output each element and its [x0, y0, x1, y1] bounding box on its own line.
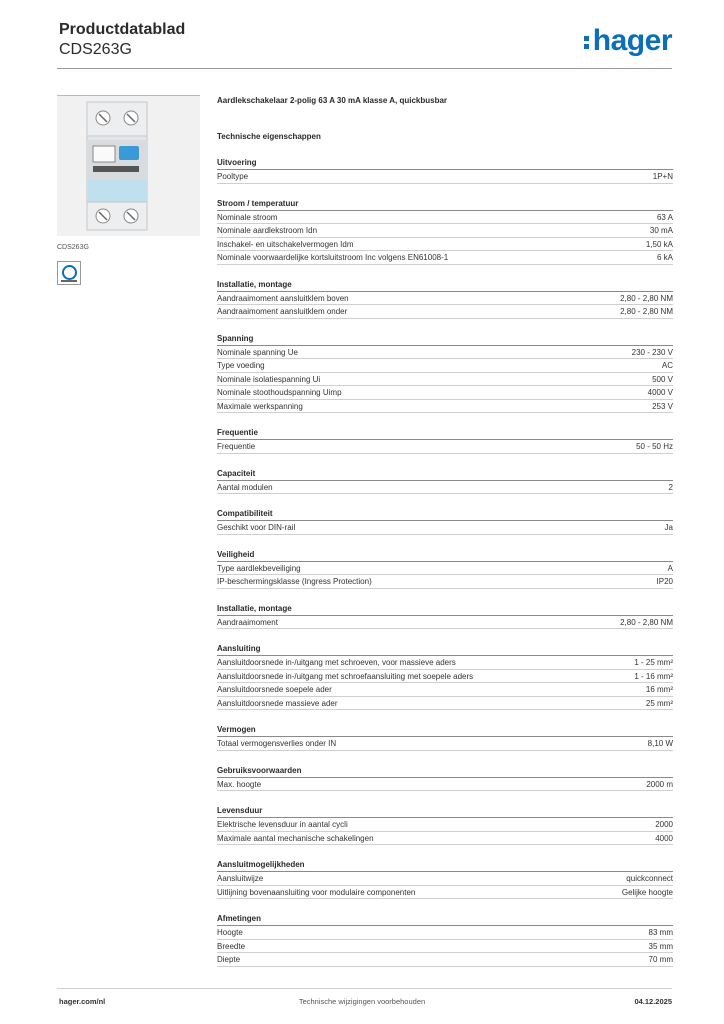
- spec-row: [217, 656, 673, 670]
- spec-label: Diepte: [217, 955, 241, 964]
- spec-row: [217, 440, 673, 454]
- document-header: [59, 20, 185, 60]
- spec-label: Aansluitdoorsnede in-/uitgang met schroefaansluiting met soepele aders: [217, 671, 474, 681]
- spec-value: 1,50 kA: [645, 239, 673, 249]
- spec-value: Gelijke hoogte: [621, 887, 673, 897]
- spec-row: [217, 346, 673, 360]
- spec-label: Aansluitdoorsnede massieve ader: [217, 698, 338, 708]
- spec-row: [217, 224, 673, 238]
- spec-row: [217, 737, 673, 751]
- spec-row: [217, 400, 673, 414]
- spec-section: [217, 643, 673, 710]
- spec-section: [217, 198, 673, 265]
- spec-row: [217, 953, 673, 967]
- spec-row: [217, 832, 673, 846]
- section-title: Frequentie: [217, 427, 673, 440]
- quality-badge-icon: [57, 261, 81, 285]
- spec-section: [217, 549, 673, 589]
- spec-row: [217, 872, 673, 886]
- spec-label: IP-beschermingsklasse (Ingress Protection): [217, 577, 372, 586]
- spec-row: [217, 521, 673, 535]
- spec-label: Nominale spanning Ue: [217, 347, 298, 357]
- spec-value: 230 - 230 V: [631, 347, 673, 357]
- section-title: Installatie, montage: [217, 279, 673, 292]
- spec-row: [217, 251, 673, 265]
- hager-logo: [584, 24, 672, 58]
- spec-label: Hoogte: [217, 928, 243, 937]
- section-title: Compatibiliteit: [217, 508, 673, 521]
- spec-label: Nominale stroom: [217, 212, 278, 222]
- product-image: [57, 95, 200, 236]
- spec-label: Breedte: [217, 941, 246, 951]
- spec-value: 6 kA: [656, 253, 673, 262]
- spec-row: [217, 305, 673, 319]
- section-title: Veiligheid: [217, 549, 673, 562]
- spec-value: 2000 m: [646, 779, 673, 789]
- spec-row: [217, 616, 673, 630]
- spec-section: [217, 427, 673, 454]
- spec-value: AC: [661, 361, 673, 370]
- spec-section: [217, 157, 673, 184]
- spec-value: 1 - 25 mm²: [634, 658, 673, 667]
- section-title: Vermogen: [217, 724, 673, 737]
- tech-heading: Technische eigenschappen: [217, 132, 321, 141]
- spec-label: Aandraaimoment aansluitklem boven: [217, 293, 349, 303]
- spec-label: Nominale aardlekstroom Idn: [217, 226, 318, 235]
- spec-row: [217, 481, 673, 495]
- spec-label: Nominale stoothoudspanning Uimp: [217, 388, 342, 397]
- spec-label: Max. hoogte: [217, 779, 262, 789]
- spec-label: Aantal modulen: [217, 482, 273, 492]
- document-subtitle: CDS263G: [59, 41, 132, 58]
- section-title: Levensduur: [217, 805, 673, 818]
- spec-value: 8,10 W: [647, 739, 673, 748]
- spec-row: [217, 170, 673, 184]
- section-title: Aansluitmogelijkheden: [217, 859, 673, 872]
- spec-label: Elektrische levensduur in aantal cycli: [217, 820, 348, 829]
- spec-row: [217, 886, 673, 900]
- spec-row: [217, 818, 673, 832]
- section-title: Gebruiksvoorwaarden: [217, 765, 673, 778]
- spec-value: 2000: [655, 820, 673, 829]
- spec-label: Totaal vermogensverlies onder IN: [217, 739, 337, 748]
- spec-row: [217, 940, 673, 954]
- spec-label: Nominale voorwaardelijke kortsluitstroom Inc volgens EN61008-1: [217, 253, 449, 262]
- spec-row: [217, 683, 673, 697]
- spec-row: [217, 575, 673, 589]
- spec-value: 50 - 50 Hz: [636, 442, 673, 451]
- spec-row: [217, 373, 673, 387]
- spec-row: [217, 926, 673, 940]
- section-title: Installatie, montage: [217, 603, 673, 616]
- spec-value: 1P+N: [652, 172, 673, 181]
- spec-section: [217, 603, 673, 630]
- spec-row: [217, 238, 673, 252]
- section-title: Aansluiting: [217, 643, 673, 656]
- spec-value: 253 V: [652, 401, 673, 411]
- spec-value: 16 mm²: [645, 685, 673, 694]
- product-image-label: CDS263G: [57, 244, 89, 251]
- spec-value: 2: [668, 482, 673, 492]
- spec-row: [217, 697, 673, 711]
- spec-label: Pooltype: [217, 172, 249, 181]
- section-title: Capaciteit: [217, 468, 673, 481]
- spec-section: [217, 805, 673, 845]
- logo-text: hager: [592, 24, 672, 57]
- footer-divider: [57, 988, 672, 989]
- spec-label: Nominale isolatiespanning Ui: [217, 374, 321, 384]
- spec-value: 500 V: [652, 374, 673, 384]
- header-divider: [57, 68, 672, 69]
- spec-label: Type voeding: [217, 361, 265, 370]
- spec-label: Maximale aantal mechanische schakelingen: [217, 833, 374, 843]
- spec-label: Type aardlekbeveiliging: [217, 563, 301, 573]
- spec-content: [217, 95, 673, 967]
- document-title: Productdatablad: [59, 21, 186, 38]
- spec-sections: [217, 157, 673, 967]
- spec-label: Geschikt voor DIN-rail: [217, 523, 296, 532]
- spec-section: [217, 468, 673, 495]
- spec-value: 1 - 16 mm²: [634, 671, 673, 681]
- product-description: Aardlekschakelaar 2-polig 63 A 30 mA klasse A, quickbusbar: [217, 96, 448, 105]
- spec-section: [217, 333, 673, 414]
- spec-label: Aandraaimoment aansluitklem onder: [217, 307, 348, 316]
- spec-value: 4000: [655, 833, 673, 843]
- spec-label: Frequentie: [217, 442, 256, 451]
- spec-section: [217, 765, 673, 792]
- spec-value: A: [667, 563, 673, 573]
- spec-value: 2,80 - 2,80 NM: [620, 293, 673, 303]
- spec-value: 70 mm: [648, 955, 673, 964]
- spec-section: [217, 279, 673, 319]
- product-image-svg: [57, 96, 200, 236]
- spec-value: 30 mA: [649, 226, 673, 235]
- footer-website[interactable]: hager.com/nl: [59, 997, 106, 1006]
- spec-value: 35 mm: [648, 941, 673, 951]
- section-title: Stroom / temperatuur: [217, 198, 673, 211]
- spec-row: [217, 211, 673, 225]
- logo-dots-icon: [584, 33, 590, 52]
- spec-value: 25 mm²: [645, 698, 673, 708]
- spec-value: IP20: [656, 577, 673, 586]
- spec-value: 2,80 - 2,80 NM: [620, 617, 673, 627]
- spec-label: Aansluitwijze: [217, 874, 264, 883]
- left-column: [57, 95, 200, 285]
- spec-label: Aansluitdoorsnede soepele ader: [217, 685, 332, 694]
- spec-label: Maximale werkspanning: [217, 401, 303, 411]
- spec-row: [217, 562, 673, 576]
- spec-label: Aansluitdoorsnede in-/uitgang met schroeven, voor massieve aders: [217, 658, 456, 667]
- footer-disclaimer: Technische wijzigingen voorbehouden: [298, 997, 426, 1006]
- footer-date: 04.12.2025: [634, 997, 672, 1006]
- section-title: Afmetingen: [217, 913, 673, 926]
- spec-label: Uitlijning bovenaansluiting voor modulaire componenten: [217, 887, 416, 897]
- section-title: Spanning: [217, 333, 673, 346]
- spec-row: [217, 359, 673, 373]
- spec-label: Aandraaimoment: [217, 617, 278, 627]
- spec-value: quickconnect: [626, 874, 673, 883]
- spec-row: [217, 292, 673, 306]
- spec-value: 2,80 - 2,80 NM: [620, 307, 673, 316]
- spec-section: [217, 724, 673, 751]
- spec-value: 4000 V: [647, 388, 673, 397]
- spec-label: Inschakel- en uitschakelvermogen Idm: [217, 239, 354, 249]
- spec-value: 63 A: [656, 212, 673, 222]
- spec-row: [217, 670, 673, 684]
- spec-section: [217, 859, 673, 899]
- spec-row: [217, 386, 673, 400]
- spec-row: [217, 778, 673, 792]
- spec-value: 83 mm: [648, 928, 673, 937]
- spec-value: Ja: [664, 523, 673, 532]
- section-title: Uitvoering: [217, 157, 673, 170]
- spec-section: [217, 508, 673, 535]
- spec-section: [217, 913, 673, 967]
